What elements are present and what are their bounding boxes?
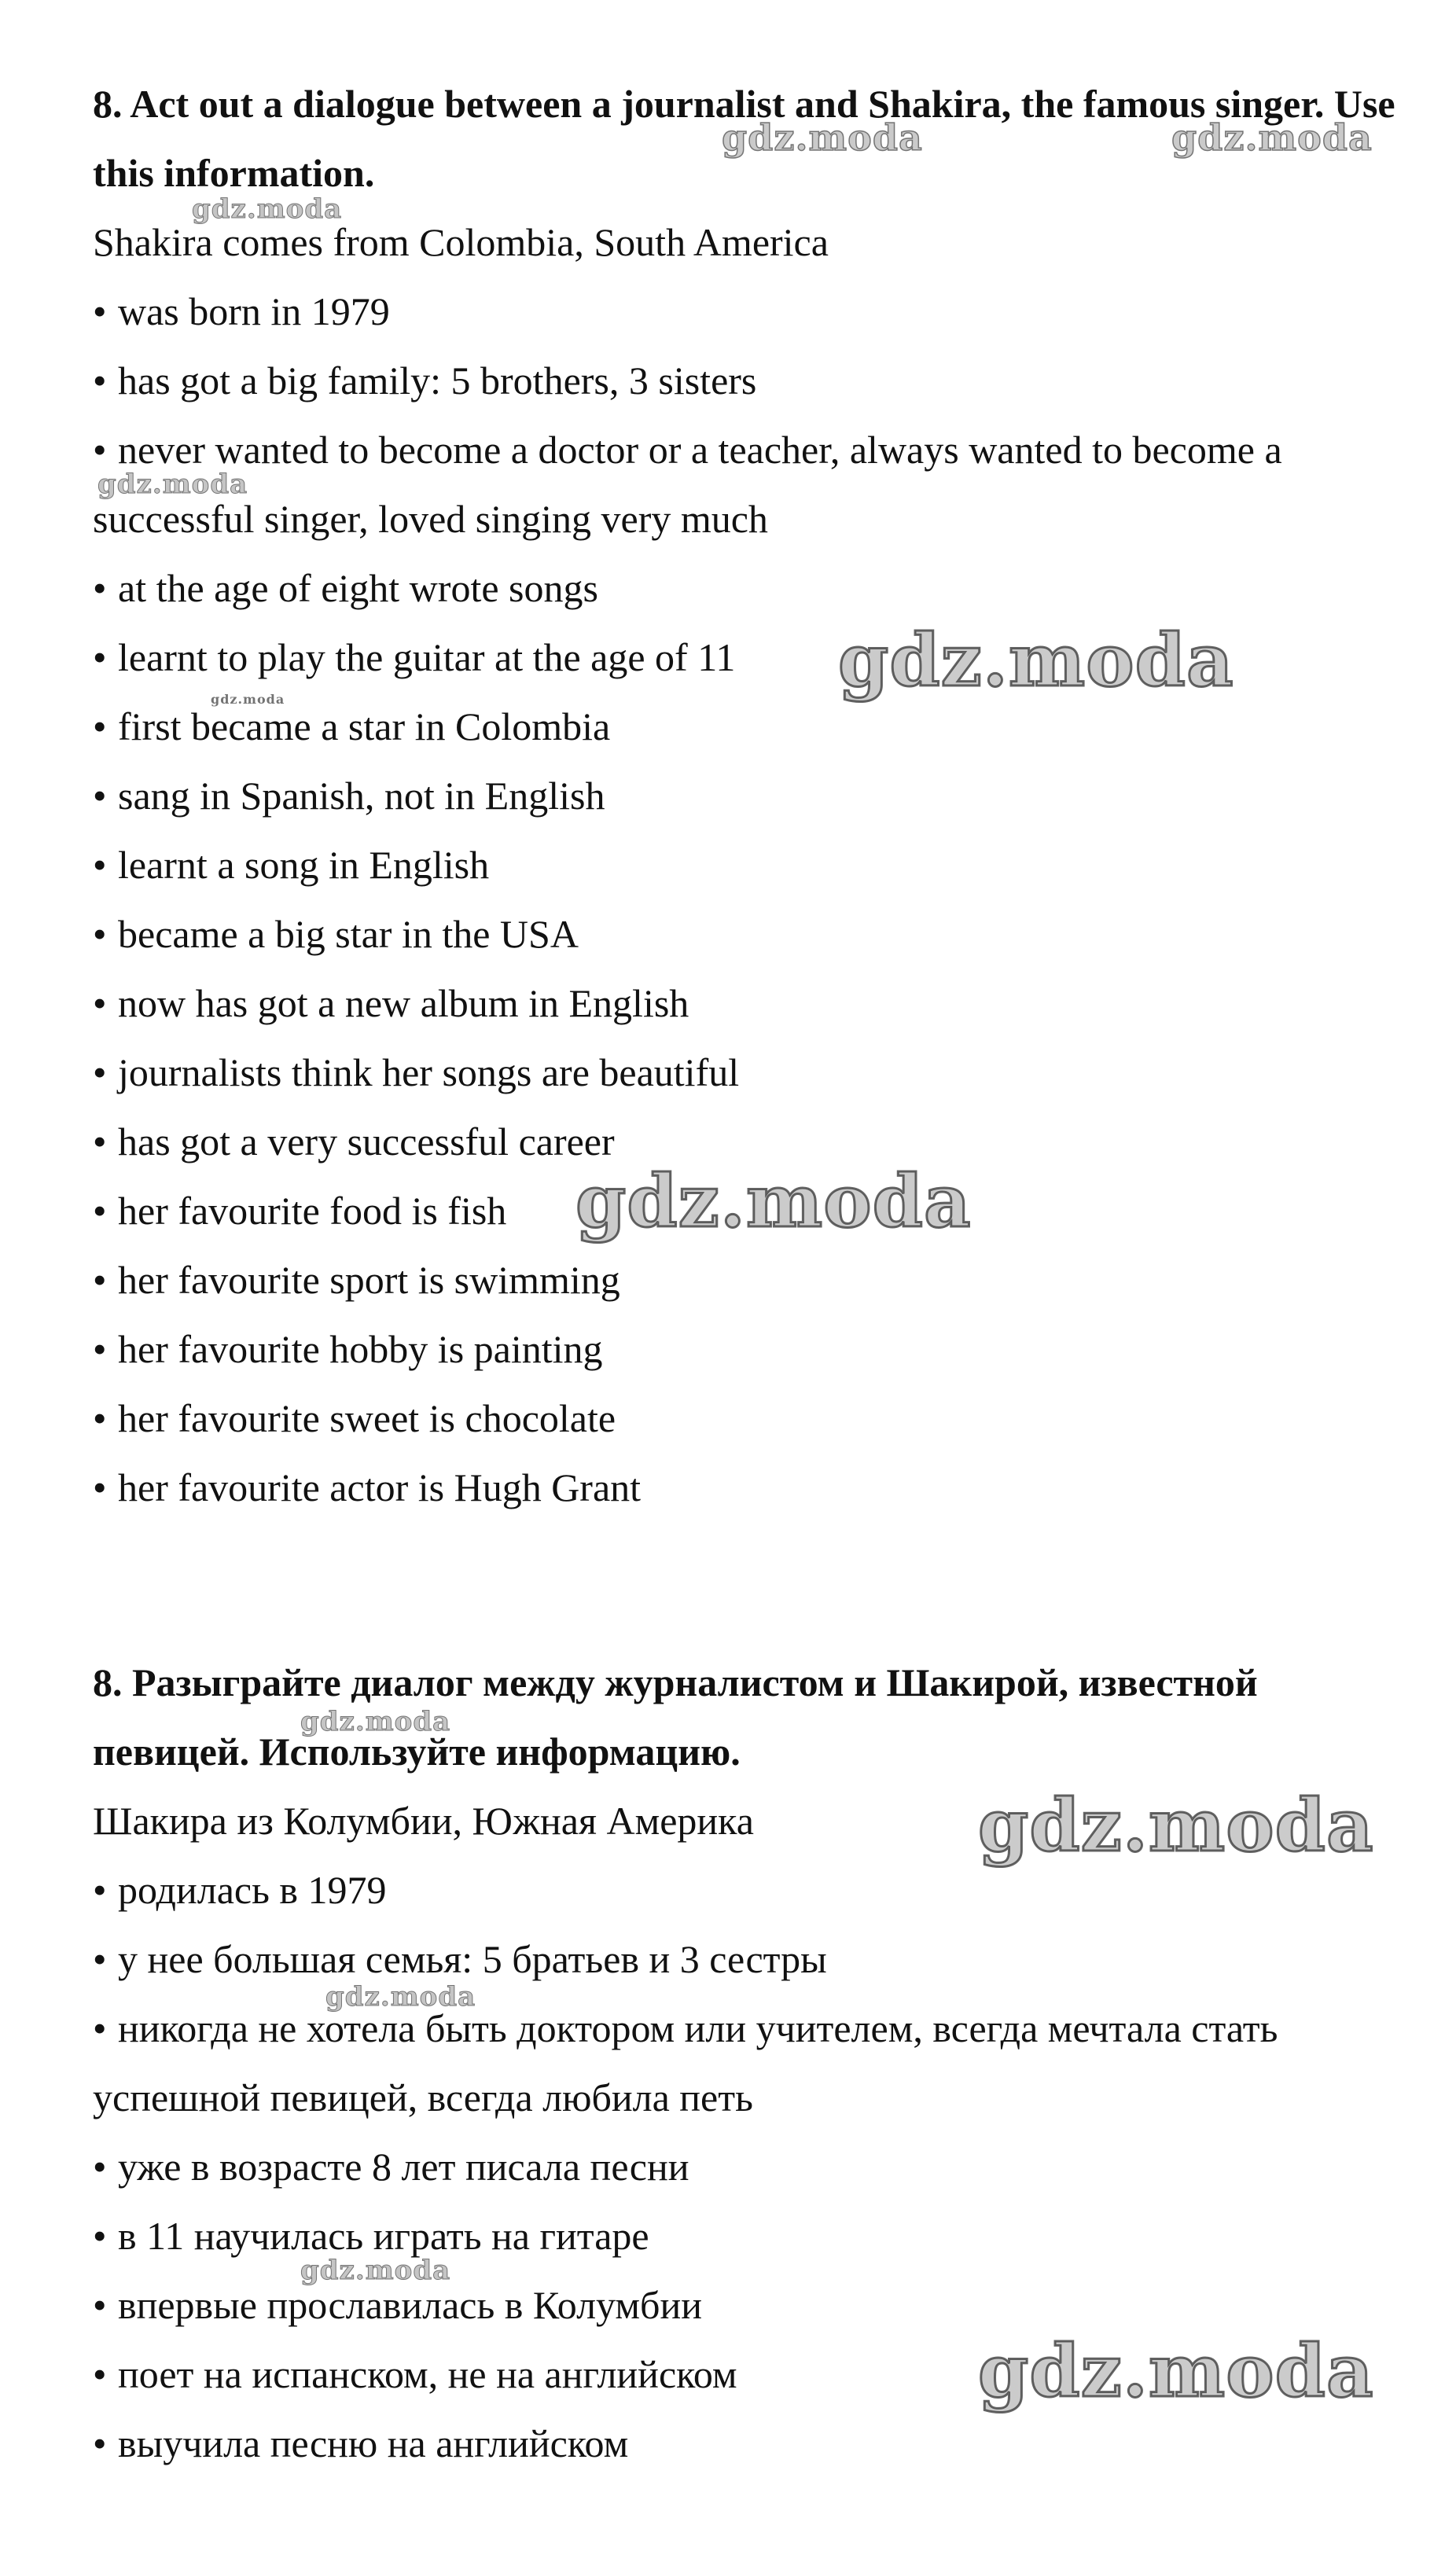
list-item-text: her favourite hobby is painting [118, 1327, 603, 1371]
english-heading: 8. Act out a dialogue between a journalist and Shakira, the famous singer. Use this information. [93, 82, 1395, 195]
english-section [93, 69, 1414, 1522]
bullet-icon: • [93, 635, 107, 679]
list-item-text: her favourite food is fish [118, 1189, 507, 1233]
list-item-text: became a big star in the USA [118, 912, 579, 956]
bullet-icon: • [93, 774, 107, 818]
list-item-text: впервые прославилась в Колумбии [118, 2283, 702, 2327]
russian-intro: Шакира из Колумбии, Южная Америка [93, 1799, 754, 1843]
bullet-icon: • [93, 2283, 107, 2327]
list-item [93, 1314, 1414, 1384]
bullet-icon: • [93, 2006, 107, 2050]
list-item [93, 2409, 1414, 2478]
russian-list [93, 1855, 1414, 2478]
list-item-text: was born in 1979 [118, 289, 390, 333]
watermark: gdz.moda [325, 1981, 476, 2013]
bullet-icon: • [93, 1396, 107, 1440]
bullet-icon: • [93, 981, 107, 1025]
list-item [93, 2270, 1414, 2340]
list-item [93, 277, 1414, 346]
bullet-icon: • [93, 358, 107, 403]
list-item [93, 830, 1414, 899]
watermark: gdz.moda [211, 692, 285, 707]
bullet-icon: • [93, 1868, 107, 1912]
watermark: gdz.moda [575, 1159, 972, 1244]
list-item-text: journalists think her songs are beautiful [118, 1050, 740, 1094]
list-item-text: now has got a new album in English [118, 981, 689, 1025]
bullet-icon: • [93, 704, 107, 748]
list-item-text: поет на испанском, не на английском [118, 2352, 737, 2396]
list-item [93, 623, 1414, 692]
watermark: gdz.moda [300, 1706, 451, 1737]
bullet-icon: • [93, 428, 107, 472]
list-item-text: her favourite actor is Hugh Grant [118, 1465, 642, 1509]
list-item-text: sang in Spanish, not in English [118, 774, 605, 818]
list-item [93, 1107, 1414, 1176]
list-item-text: learnt to play the guitar at the age of 11 [118, 635, 736, 679]
watermark: gdz.moda [722, 116, 923, 159]
bullet-icon: • [93, 843, 107, 887]
list-item-text: learnt a song in English [118, 843, 490, 887]
bullet-icon: • [93, 2352, 107, 2396]
list-item-text: at the age of eight wrote songs [118, 566, 598, 610]
list-item-text: her favourite sweet is chocolate [118, 1396, 616, 1440]
list-item-text: в 11 научилась играть на гитаре [118, 2214, 649, 2258]
bullet-icon: • [93, 1119, 107, 1164]
list-item-text: у нее большая семья: 5 братьев и 3 сестры [118, 1937, 827, 1981]
list-item [93, 1855, 1414, 1925]
list-item [93, 2132, 1414, 2201]
watermark: gdz.moda [838, 618, 1234, 703]
list-item-text: никогда не хотела быть доктором или учителем, всегда мечтала стать успешной певицей, всегда любила петь [93, 2006, 1278, 2119]
watermark: gdz.moda [192, 193, 343, 225]
bullet-icon: • [93, 2214, 107, 2258]
bullet-icon: • [93, 1189, 107, 1233]
bullet-icon: • [93, 2421, 107, 2465]
watermark: gdz.moda [97, 469, 248, 500]
list-item-text: her favourite sport is swimming [118, 1258, 620, 1302]
list-item-text: родилась в 1979 [118, 1868, 387, 1912]
list-item [93, 1038, 1414, 1107]
list-item [93, 1245, 1414, 1314]
bullet-icon: • [93, 289, 107, 333]
list-item [93, 1925, 1414, 1994]
bullet-icon: • [93, 1327, 107, 1371]
list-item [93, 2340, 1414, 2409]
english-intro: Shakira comes from Colombia, South America [93, 220, 829, 264]
watermark: gdz.moda [300, 2255, 451, 2286]
bullet-icon: • [93, 912, 107, 956]
list-item [93, 1453, 1414, 1522]
bullet-icon: • [93, 566, 107, 610]
russian-section [93, 1648, 1414, 2478]
watermark: gdz.moda [978, 1783, 1374, 1868]
list-item [93, 1384, 1414, 1453]
list-item [93, 2201, 1414, 2270]
watermark: gdz.moda [978, 2329, 1374, 2413]
list-item [93, 692, 1414, 761]
list-item-text: уже в возрасте 8 лет писала песни [118, 2145, 689, 2189]
list-item-text: first became a star in Colombia [118, 704, 611, 748]
list-item-text: never wanted to become a doctor or a teacher, always wanted to become a successful singer, loved singing very much [93, 428, 1282, 541]
russian-heading: 8. Разыграйте диалог между журналистом и Шакирой, известной певицей. Используйте информацию. [93, 1660, 1258, 1774]
list-item [93, 1994, 1414, 2132]
list-item [93, 969, 1414, 1038]
list-item-text: выучила песню на английском [118, 2421, 629, 2465]
list-item-text: has got a very successful career [118, 1119, 615, 1164]
list-item [93, 415, 1414, 553]
list-item [93, 1176, 1414, 1245]
bullet-icon: • [93, 1258, 107, 1302]
bullet-icon: • [93, 1937, 107, 1981]
bullet-icon: • [93, 1050, 107, 1094]
list-item [93, 761, 1414, 830]
watermark: gdz.moda [1171, 116, 1373, 159]
bullet-icon: • [93, 1465, 107, 1509]
bullet-icon: • [93, 2145, 107, 2189]
list-item-text: has got a big family: 5 brothers, 3 sisters [118, 358, 757, 403]
list-item [93, 346, 1414, 415]
list-item [93, 899, 1414, 969]
english-list [93, 277, 1414, 1522]
list-item [93, 553, 1414, 623]
